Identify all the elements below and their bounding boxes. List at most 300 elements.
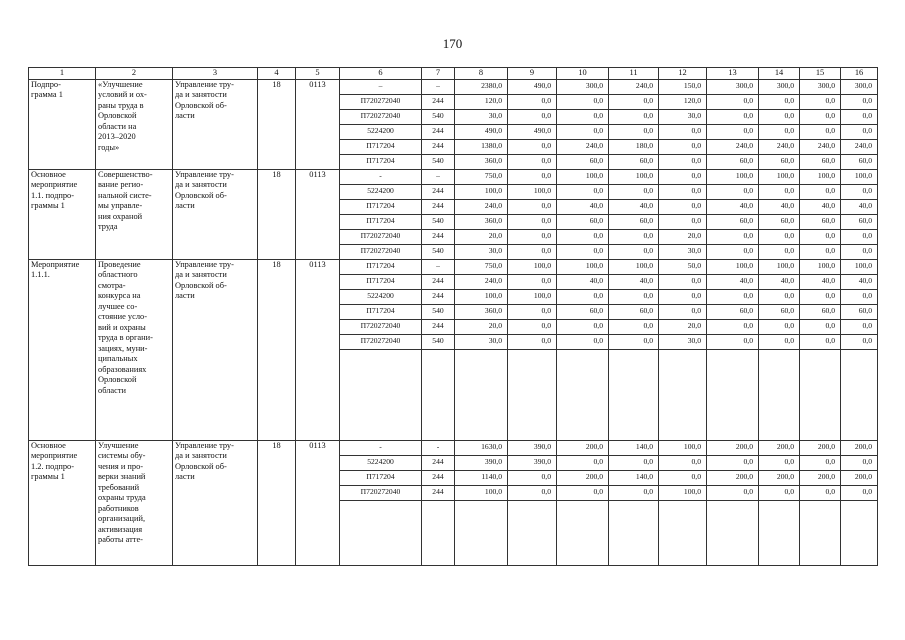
target-article-cell: – (340, 79, 422, 94)
year-2017-cell: 0,0 (707, 485, 759, 500)
year-2015-cell: 0,0 (609, 455, 659, 470)
year-2013-cell: 0,0 (508, 244, 557, 259)
year-2020-cell: 200,0 (841, 470, 878, 485)
target-article-cell: П720272040 (340, 319, 422, 334)
target-article-cell: П717204 (340, 139, 422, 154)
year-2016-cell: 100,0 (659, 440, 707, 455)
year-2016-cell: 0,0 (659, 139, 707, 154)
year-2017-cell: 240,0 (707, 139, 759, 154)
empty-cell (422, 349, 455, 440)
grbs-code-cell: 18 (258, 440, 296, 565)
target-article-cell: П720272040 (340, 334, 422, 349)
year-2020-cell: 0,0 (841, 455, 878, 470)
year-2017-cell: 0,0 (707, 334, 759, 349)
target-article-cell: П717204 (340, 470, 422, 485)
year-2015-cell: 40,0 (609, 274, 659, 289)
column-header: 1 (29, 68, 96, 80)
empty-cell (557, 500, 609, 565)
year-2015-cell: 0,0 (609, 244, 659, 259)
year-2013-cell: 0,0 (508, 229, 557, 244)
year-2015-cell: 0,0 (609, 485, 659, 500)
empty-cell (508, 349, 557, 440)
expense-type-cell: 244 (422, 289, 455, 304)
year-2014-cell: 100,0 (557, 169, 609, 184)
target-article-cell: П720272040 (340, 229, 422, 244)
empty-cell (340, 500, 422, 565)
table-row (29, 169, 878, 184)
expense-type-cell: 244 (422, 455, 455, 470)
year-2013-cell: 0,0 (508, 154, 557, 169)
total-cell: 30,0 (455, 109, 508, 124)
column-header: 11 (609, 68, 659, 80)
expense-type-cell: 244 (422, 485, 455, 500)
year-2014-cell: 100,0 (557, 259, 609, 274)
year-2019-cell: 0,0 (800, 319, 841, 334)
year-2019-cell: 0,0 (800, 289, 841, 304)
year-2019-cell: 200,0 (800, 470, 841, 485)
year-2016-cell: 20,0 (659, 319, 707, 334)
expense-type-cell: 244 (422, 139, 455, 154)
empty-cell (707, 349, 759, 440)
empty-cell (659, 349, 707, 440)
year-2018-cell: 0,0 (759, 94, 800, 109)
grbs-code-cell: 18 (258, 79, 296, 169)
measure-description-cell: Проведение областного смотра- конкурса на лучшее со- стояние усло- вий и охраны труда в органи- зациях, муни- ципальных образованиях Орловской области (96, 259, 173, 440)
year-2014-cell: 200,0 (557, 440, 609, 455)
year-2016-cell: 0,0 (659, 214, 707, 229)
year-2013-cell: 490,0 (508, 124, 557, 139)
year-2018-cell: 0,0 (759, 485, 800, 500)
year-2013-cell: 390,0 (508, 455, 557, 470)
year-2015-cell: 0,0 (609, 109, 659, 124)
year-2014-cell: 40,0 (557, 274, 609, 289)
empty-cell (455, 500, 508, 565)
year-2014-cell: 0,0 (557, 289, 609, 304)
year-2020-cell: 0,0 (841, 334, 878, 349)
empty-cell (841, 500, 878, 565)
total-cell: 2380,0 (455, 79, 508, 94)
year-2014-cell: 0,0 (557, 109, 609, 124)
year-2015-cell: 40,0 (609, 199, 659, 214)
column-header: 16 (841, 68, 878, 80)
empty-cell (841, 349, 878, 440)
year-2018-cell: 100,0 (759, 169, 800, 184)
year-2016-cell: 0,0 (659, 169, 707, 184)
measure-description-cell: «Улучшение условий и ох- раны труда в Орловской области на 2013–2020 годы» (96, 79, 173, 169)
year-2019-cell: 0,0 (800, 455, 841, 470)
year-2014-cell: 0,0 (557, 94, 609, 109)
year-2014-cell: 60,0 (557, 214, 609, 229)
column-header: 13 (707, 68, 759, 80)
year-2017-cell: 0,0 (707, 184, 759, 199)
year-2015-cell: 0,0 (609, 319, 659, 334)
year-2014-cell: 0,0 (557, 124, 609, 139)
section-code-cell: 0113 (296, 259, 340, 440)
year-2016-cell: 0,0 (659, 199, 707, 214)
measure-description-cell: Улучшение системы обу- чения и про- верки знаний требований охраны труда работников организаций, активизация работы атте- (96, 440, 173, 565)
expense-type-cell: – (422, 169, 455, 184)
year-2019-cell: 0,0 (800, 124, 841, 139)
year-2017-cell: 200,0 (707, 470, 759, 485)
year-2013-cell: 0,0 (508, 199, 557, 214)
year-2019-cell: 0,0 (800, 244, 841, 259)
target-article-cell: П717204 (340, 259, 422, 274)
year-2013-cell: 0,0 (508, 139, 557, 154)
year-2013-cell: 0,0 (508, 470, 557, 485)
year-2020-cell: 240,0 (841, 139, 878, 154)
year-2020-cell: 0,0 (841, 319, 878, 334)
expense-type-cell: 540 (422, 109, 455, 124)
total-cell: 30,0 (455, 334, 508, 349)
year-2018-cell: 60,0 (759, 214, 800, 229)
year-2020-cell: 200,0 (841, 440, 878, 455)
year-2014-cell: 240,0 (557, 139, 609, 154)
total-cell: 750,0 (455, 169, 508, 184)
column-header: 2 (96, 68, 173, 80)
year-2018-cell: 0,0 (759, 244, 800, 259)
year-2017-cell: 0,0 (707, 229, 759, 244)
program-name-cell: Основное мероприятие 1.2. подпро- граммы 1 (29, 440, 96, 565)
year-2014-cell: 0,0 (557, 455, 609, 470)
grbs-code-cell: 18 (258, 259, 296, 440)
expense-type-cell: 244 (422, 94, 455, 109)
year-2016-cell: 30,0 (659, 109, 707, 124)
year-2016-cell: 0,0 (659, 154, 707, 169)
expense-type-cell: – (422, 79, 455, 94)
target-article-cell: П717204 (340, 304, 422, 319)
year-2017-cell: 100,0 (707, 169, 759, 184)
year-2015-cell: 0,0 (609, 124, 659, 139)
year-2019-cell: 240,0 (800, 139, 841, 154)
year-2020-cell: 0,0 (841, 244, 878, 259)
year-2017-cell: 200,0 (707, 440, 759, 455)
year-2016-cell: 0,0 (659, 184, 707, 199)
expense-type-cell: 540 (422, 244, 455, 259)
target-article-cell: П720272040 (340, 94, 422, 109)
year-2013-cell: 100,0 (508, 289, 557, 304)
executor-cell: Управление тру- да и занятости Орловской об- ласти (173, 79, 258, 169)
empty-cell (455, 349, 508, 440)
column-number-row (29, 68, 878, 80)
empty-cell (609, 500, 659, 565)
year-2019-cell: 200,0 (800, 440, 841, 455)
total-cell: 240,0 (455, 274, 508, 289)
total-cell: 20,0 (455, 319, 508, 334)
target-article-cell: 5224200 (340, 124, 422, 139)
target-article-cell: - (340, 169, 422, 184)
column-header: 12 (659, 68, 707, 80)
year-2020-cell: 60,0 (841, 214, 878, 229)
year-2016-cell: 0,0 (659, 470, 707, 485)
target-article-cell: 5224200 (340, 455, 422, 470)
year-2014-cell: 40,0 (557, 199, 609, 214)
column-header: 3 (173, 68, 258, 80)
year-2013-cell: 0,0 (508, 274, 557, 289)
empty-cell (609, 349, 659, 440)
year-2018-cell: 240,0 (759, 139, 800, 154)
year-2013-cell: 390,0 (508, 440, 557, 455)
total-cell: 360,0 (455, 154, 508, 169)
table-row (29, 440, 878, 455)
year-2014-cell: 0,0 (557, 334, 609, 349)
year-2014-cell: 60,0 (557, 304, 609, 319)
year-2019-cell: 40,0 (800, 199, 841, 214)
total-cell: 1140,0 (455, 470, 508, 485)
total-cell: 20,0 (455, 229, 508, 244)
year-2018-cell: 0,0 (759, 289, 800, 304)
year-2014-cell: 0,0 (557, 184, 609, 199)
year-2019-cell: 0,0 (800, 229, 841, 244)
year-2017-cell: 40,0 (707, 199, 759, 214)
year-2019-cell: 0,0 (800, 109, 841, 124)
year-2014-cell: 0,0 (557, 319, 609, 334)
year-2013-cell: 100,0 (508, 259, 557, 274)
column-header: 14 (759, 68, 800, 80)
year-2017-cell: 100,0 (707, 259, 759, 274)
year-2015-cell: 60,0 (609, 214, 659, 229)
year-2020-cell: 0,0 (841, 94, 878, 109)
year-2013-cell: 0,0 (508, 109, 557, 124)
year-2013-cell: 0,0 (508, 485, 557, 500)
year-2015-cell: 100,0 (609, 259, 659, 274)
year-2018-cell: 0,0 (759, 334, 800, 349)
grbs-code-cell: 18 (258, 169, 296, 259)
year-2016-cell: 150,0 (659, 79, 707, 94)
executor-cell: Управление тру- да и занятости Орловской об- ласти (173, 169, 258, 259)
year-2018-cell: 300,0 (759, 79, 800, 94)
year-2013-cell: 0,0 (508, 334, 557, 349)
program-name-cell: Основное мероприятие 1.1. подпро- граммы 1 (29, 169, 96, 259)
total-cell: 100,0 (455, 485, 508, 500)
executor-cell: Управление тру- да и занятости Орловской об- ласти (173, 259, 258, 440)
year-2017-cell: 300,0 (707, 79, 759, 94)
empty-cell (800, 349, 841, 440)
year-2015-cell: 0,0 (609, 289, 659, 304)
target-article-cell: П717204 (340, 214, 422, 229)
section-code-cell: 0113 (296, 169, 340, 259)
year-2017-cell: 0,0 (707, 244, 759, 259)
total-cell: 100,0 (455, 184, 508, 199)
year-2015-cell: 0,0 (609, 94, 659, 109)
year-2020-cell: 40,0 (841, 274, 878, 289)
measure-description-cell: Совершенство- вание регио- нальной систе- мы управле- ния охраной труда (96, 169, 173, 259)
year-2020-cell: 100,0 (841, 259, 878, 274)
executor-cell: Управление тру- да и занятости Орловской об- ласти (173, 440, 258, 565)
total-cell: 1630,0 (455, 440, 508, 455)
year-2018-cell: 0,0 (759, 184, 800, 199)
column-header: 10 (557, 68, 609, 80)
table-body (29, 79, 878, 565)
expense-type-cell: 540 (422, 214, 455, 229)
year-2014-cell: 200,0 (557, 470, 609, 485)
year-2014-cell: 0,0 (557, 244, 609, 259)
year-2018-cell: 0,0 (759, 455, 800, 470)
year-2019-cell: 100,0 (800, 169, 841, 184)
year-2013-cell: 0,0 (508, 319, 557, 334)
expense-type-cell: 540 (422, 304, 455, 319)
program-name-cell: Мероприятие 1.1.1. (29, 259, 96, 440)
year-2014-cell: 60,0 (557, 154, 609, 169)
year-2018-cell: 60,0 (759, 304, 800, 319)
year-2020-cell: 0,0 (841, 109, 878, 124)
year-2018-cell: 0,0 (759, 229, 800, 244)
empty-cell (707, 500, 759, 565)
column-header: 15 (800, 68, 841, 80)
column-header: 4 (258, 68, 296, 80)
column-header: 6 (340, 68, 422, 80)
year-2017-cell: 0,0 (707, 455, 759, 470)
year-2019-cell: 100,0 (800, 259, 841, 274)
target-article-cell: 5224200 (340, 184, 422, 199)
target-article-cell: П720272040 (340, 109, 422, 124)
empty-cell (340, 349, 422, 440)
year-2015-cell: 0,0 (609, 184, 659, 199)
year-2016-cell: 0,0 (659, 289, 707, 304)
expense-type-cell: 244 (422, 124, 455, 139)
empty-cell (422, 500, 455, 565)
year-2016-cell: 0,0 (659, 304, 707, 319)
year-2020-cell: 60,0 (841, 304, 878, 319)
empty-cell (557, 349, 609, 440)
year-2018-cell: 0,0 (759, 319, 800, 334)
target-article-cell: П720272040 (340, 244, 422, 259)
year-2019-cell: 0,0 (800, 334, 841, 349)
year-2018-cell: 200,0 (759, 440, 800, 455)
program-name-cell: Подпро- грамма 1 (29, 79, 96, 169)
year-2015-cell: 180,0 (609, 139, 659, 154)
total-cell: 120,0 (455, 94, 508, 109)
expense-type-cell: 244 (422, 184, 455, 199)
year-2018-cell: 0,0 (759, 109, 800, 124)
year-2019-cell: 0,0 (800, 485, 841, 500)
year-2013-cell: 0,0 (508, 94, 557, 109)
column-header: 9 (508, 68, 557, 80)
year-2018-cell: 40,0 (759, 199, 800, 214)
year-2015-cell: 240,0 (609, 79, 659, 94)
total-cell: 750,0 (455, 259, 508, 274)
year-2017-cell: 0,0 (707, 109, 759, 124)
empty-cell (800, 500, 841, 565)
year-2020-cell: 40,0 (841, 199, 878, 214)
column-header: 8 (455, 68, 508, 80)
expense-type-cell: 244 (422, 319, 455, 334)
year-2018-cell: 200,0 (759, 470, 800, 485)
year-2014-cell: 0,0 (557, 229, 609, 244)
year-2016-cell: 30,0 (659, 244, 707, 259)
expense-type-cell: 244 (422, 199, 455, 214)
year-2017-cell: 60,0 (707, 214, 759, 229)
section-code-cell: 0113 (296, 79, 340, 169)
expense-type-cell: - (422, 440, 455, 455)
year-2015-cell: 60,0 (609, 154, 659, 169)
year-2020-cell: 0,0 (841, 184, 878, 199)
year-2013-cell: 0,0 (508, 304, 557, 319)
table-row (29, 79, 878, 94)
year-2015-cell: 140,0 (609, 470, 659, 485)
target-article-cell: П717204 (340, 274, 422, 289)
year-2018-cell: 40,0 (759, 274, 800, 289)
empty-cell (508, 500, 557, 565)
empty-cell (759, 500, 800, 565)
year-2020-cell: 0,0 (841, 124, 878, 139)
year-2016-cell: 50,0 (659, 259, 707, 274)
year-2016-cell: 100,0 (659, 485, 707, 500)
year-2017-cell: 40,0 (707, 274, 759, 289)
year-2020-cell: 100,0 (841, 169, 878, 184)
expense-type-cell: 244 (422, 229, 455, 244)
total-cell: 360,0 (455, 304, 508, 319)
year-2017-cell: 60,0 (707, 154, 759, 169)
total-cell: 100,0 (455, 289, 508, 304)
year-2019-cell: 0,0 (800, 94, 841, 109)
year-2016-cell: 120,0 (659, 94, 707, 109)
target-article-cell: П717204 (340, 154, 422, 169)
empty-cell (759, 349, 800, 440)
year-2014-cell: 0,0 (557, 485, 609, 500)
expense-type-cell: 244 (422, 470, 455, 485)
year-2020-cell: 60,0 (841, 154, 878, 169)
column-header: 5 (296, 68, 340, 80)
year-2013-cell: 0,0 (508, 169, 557, 184)
year-2017-cell: 0,0 (707, 319, 759, 334)
target-article-cell: П720272040 (340, 485, 422, 500)
year-2019-cell: 60,0 (800, 154, 841, 169)
year-2015-cell: 140,0 (609, 440, 659, 455)
total-cell: 490,0 (455, 124, 508, 139)
year-2016-cell: 20,0 (659, 229, 707, 244)
year-2020-cell: 0,0 (841, 289, 878, 304)
year-2019-cell: 40,0 (800, 274, 841, 289)
target-article-cell: - (340, 440, 422, 455)
section-code-cell: 0113 (296, 440, 340, 565)
year-2017-cell: 0,0 (707, 289, 759, 304)
year-2020-cell: 0,0 (841, 229, 878, 244)
year-2013-cell: 0,0 (508, 214, 557, 229)
year-2019-cell: 60,0 (800, 214, 841, 229)
year-2018-cell: 60,0 (759, 154, 800, 169)
expense-type-cell: 244 (422, 274, 455, 289)
year-2020-cell: 300,0 (841, 79, 878, 94)
target-article-cell: П717204 (340, 199, 422, 214)
year-2019-cell: 0,0 (800, 184, 841, 199)
budget-table (28, 67, 878, 566)
table-row (29, 259, 878, 274)
year-2013-cell: 490,0 (508, 79, 557, 94)
year-2019-cell: 60,0 (800, 304, 841, 319)
expense-type-cell: 540 (422, 334, 455, 349)
column-header: 7 (422, 68, 455, 80)
year-2015-cell: 0,0 (609, 229, 659, 244)
year-2017-cell: 0,0 (707, 94, 759, 109)
expense-type-cell: – (422, 259, 455, 274)
total-cell: 390,0 (455, 455, 508, 470)
year-2016-cell: 30,0 (659, 334, 707, 349)
total-cell: 1380,0 (455, 139, 508, 154)
year-2020-cell: 0,0 (841, 485, 878, 500)
year-2014-cell: 300,0 (557, 79, 609, 94)
empty-cell (659, 500, 707, 565)
total-cell: 240,0 (455, 199, 508, 214)
year-2017-cell: 60,0 (707, 304, 759, 319)
year-2016-cell: 0,0 (659, 274, 707, 289)
year-2015-cell: 60,0 (609, 304, 659, 319)
year-2015-cell: 0,0 (609, 334, 659, 349)
page-number: 170 (442, 36, 463, 51)
year-2016-cell: 0,0 (659, 455, 707, 470)
total-cell: 360,0 (455, 214, 508, 229)
year-2018-cell: 0,0 (759, 124, 800, 139)
target-article-cell: 5224200 (340, 289, 422, 304)
